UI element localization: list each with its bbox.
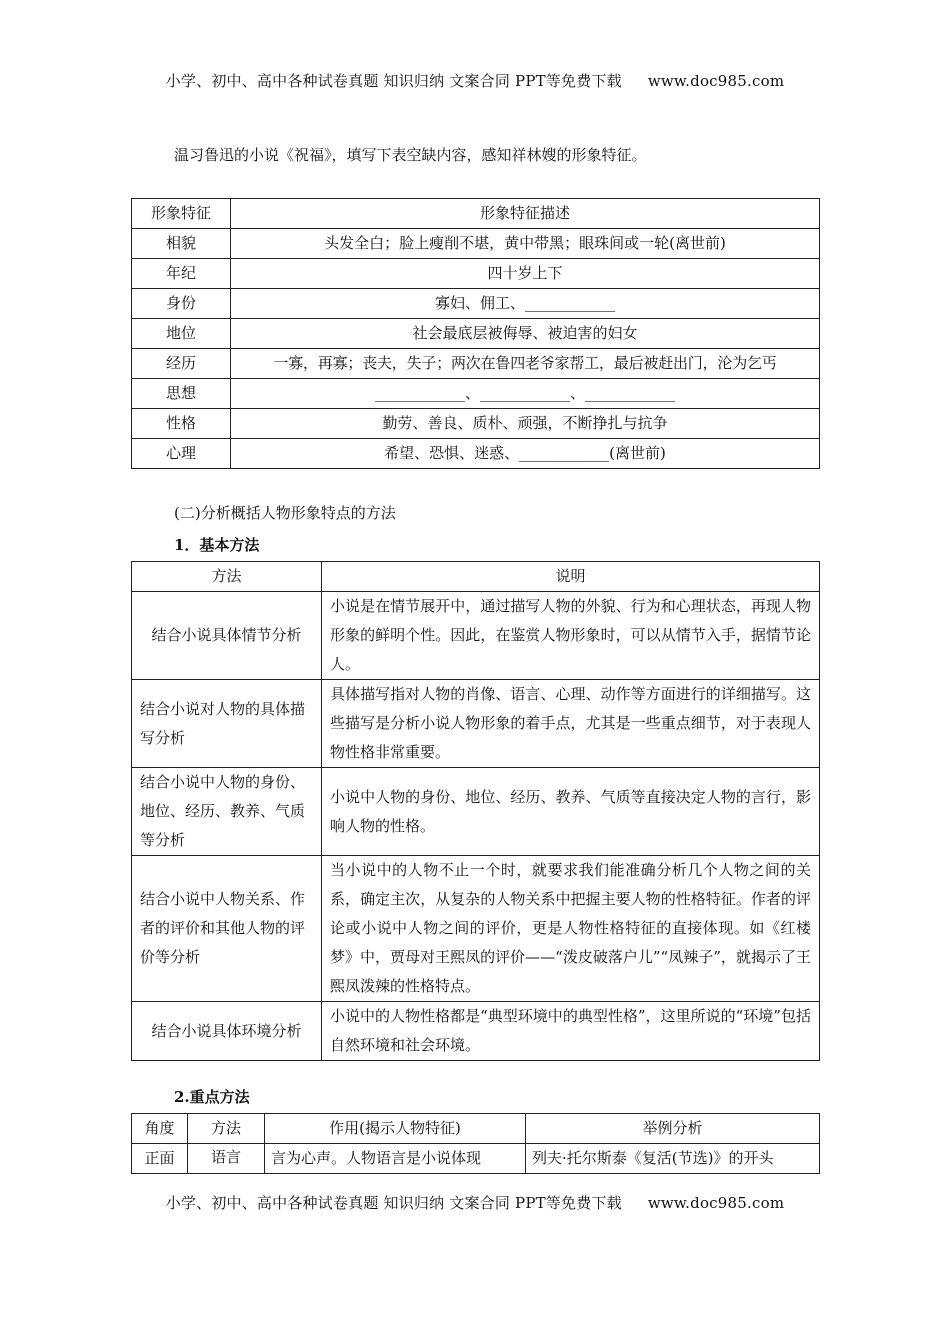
table-header-row (132, 199, 820, 229)
image-feature-table (131, 198, 820, 469)
desc-cell: 四十岁上下 (231, 259, 820, 289)
table-row (132, 229, 820, 259)
method-cell: 结合小说中人物的身份、地位、经历、教养、气质等分析 (132, 768, 322, 856)
table-row (132, 680, 820, 768)
table-row (132, 319, 820, 349)
table-header-cell: 举例分析 (526, 1114, 820, 1144)
page-footer (0, 1192, 950, 1213)
header-url[interactable]: www.doc985.com (647, 72, 785, 90)
subsection-basic-methods: 1．基本方法 (174, 536, 260, 554)
subsection-key-methods: 2.重点方法 (174, 1088, 250, 1106)
table-header-row (132, 562, 820, 592)
desc-cell[interactable]: 希望、恐惧、迷惑、____________(离世前) (231, 439, 820, 469)
explanation-cell: 小说是在情节展开中，通过描写人物的外貌、行为和心理状态，再现人物形象的鲜明个性。因此，在鉴赏人物形象时，可以从情节入手，据情节论人。 (322, 592, 820, 680)
explanation-cell: 小说中人物的身份、地位、经历、教养、气质等直接决定人物的言行，影响人物的性格。 (322, 768, 820, 856)
feature-cell: 身份 (132, 289, 231, 319)
page-header (0, 70, 950, 91)
desc-cell: 社会最底层被侮辱、被迫害的妇女 (231, 319, 820, 349)
feature-cell: 思想 (132, 379, 231, 409)
explanation-cell: 具体描写指对人物的肖像、语言、心理、动作等方面进行的详细描写。这些描写是分析小说人物形象的着手点，尤其是一些重点细节，对于表现人物性格非常重要。 (322, 680, 820, 768)
method-cell: 结合小说对人物的具体描写分析 (132, 680, 322, 768)
explanation-cell: 当小说中的人物不止一个时，就要求我们能准确分析几个人物之间的关系，确定主次，从复杂的人物关系中把握主要人物的性格特征。作者的评论或小说中人物之间的评价，更是人物性格特征的直接体现。如《红楼梦》中，贾母对王熙凤的评价——“泼皮破落户儿”“凤辣子”，就揭示了王熙凤泼辣的性格特点。 (322, 856, 820, 1002)
example-cell: 列夫·托尔斯泰《复活(节选)》的开头 (526, 1144, 820, 1174)
table-header-cell: 作用(揭示人物特征) (265, 1114, 526, 1144)
feature-cell: 心理 (132, 439, 231, 469)
table-header-cell: 方法 (132, 562, 322, 592)
table-row (132, 439, 820, 469)
key-methods-table (131, 1113, 820, 1174)
table-header-cell: 方法 (188, 1114, 265, 1144)
desc-cell: 头发全白；脸上瘦削不堪，黄中带黑；眼珠间或一轮(离世前) (231, 229, 820, 259)
table-header-cell: 形象特征描述 (231, 199, 820, 229)
table-row (132, 349, 820, 379)
method-cell: 结合小说中人物关系、作者的评价和其他人物的评价等分析 (132, 856, 322, 1002)
basic-methods-table (131, 561, 820, 1061)
desc-cell[interactable]: 寡妇、佣工、____________ (231, 289, 820, 319)
method-cell: 语言 (188, 1144, 265, 1174)
feature-cell: 相貌 (132, 229, 231, 259)
table-header-cell: 角度 (132, 1114, 188, 1144)
feature-cell: 地位 (132, 319, 231, 349)
table-row (132, 379, 820, 409)
footer-text: 小学、初中、高中各种试卷真题 知识归纳 文案合同 PPT等免费下载 (165, 1194, 622, 1212)
feature-cell: 经历 (132, 349, 231, 379)
table-header-row (132, 1114, 820, 1144)
desc-cell: 一寡，再寡；丧夫，失子；两次在鲁四老爷家帮工，最后被赶出门，沦为乞丐 (231, 349, 820, 379)
function-cell: 言为心声。人物语言是小说体现 (265, 1144, 526, 1174)
feature-cell: 性格 (132, 409, 231, 439)
intro-paragraph: 温习鲁迅的小说《祝福》，填写下表空缺内容，感知祥林嫂的形象特征。 (174, 146, 647, 164)
method-cell: 结合小说具体环境分析 (132, 1002, 322, 1061)
desc-cell: 勤劳、善良、质朴、顽强，不断挣扎与抗争 (231, 409, 820, 439)
angle-cell: 正面 (132, 1144, 188, 1174)
table-row (132, 1144, 820, 1174)
table-row (132, 409, 820, 439)
explanation-cell: 小说中的人物性格都是“典型环境中的典型性格”，这里所说的“环境”包括自然环境和社会环境。 (322, 1002, 820, 1061)
table-row (132, 856, 820, 1002)
table-row (132, 1002, 820, 1061)
footer-url[interactable]: www.doc985.com (647, 1194, 785, 1212)
table-row (132, 592, 820, 680)
table-row (132, 768, 820, 856)
table-row (132, 259, 820, 289)
header-text: 小学、初中、高中各种试卷真题 知识归纳 文案合同 PPT等免费下载 (165, 72, 622, 90)
table-row (132, 289, 820, 319)
method-cell: 结合小说具体情节分析 (132, 592, 322, 680)
section-title: (二)分析概括人物形象特点的方法 (174, 504, 396, 522)
feature-cell: 年纪 (132, 259, 231, 289)
desc-cell[interactable]: ____________、____________、____________ (231, 379, 820, 409)
table-header-cell: 说明 (322, 562, 820, 592)
table-header-cell: 形象特征 (132, 199, 231, 229)
